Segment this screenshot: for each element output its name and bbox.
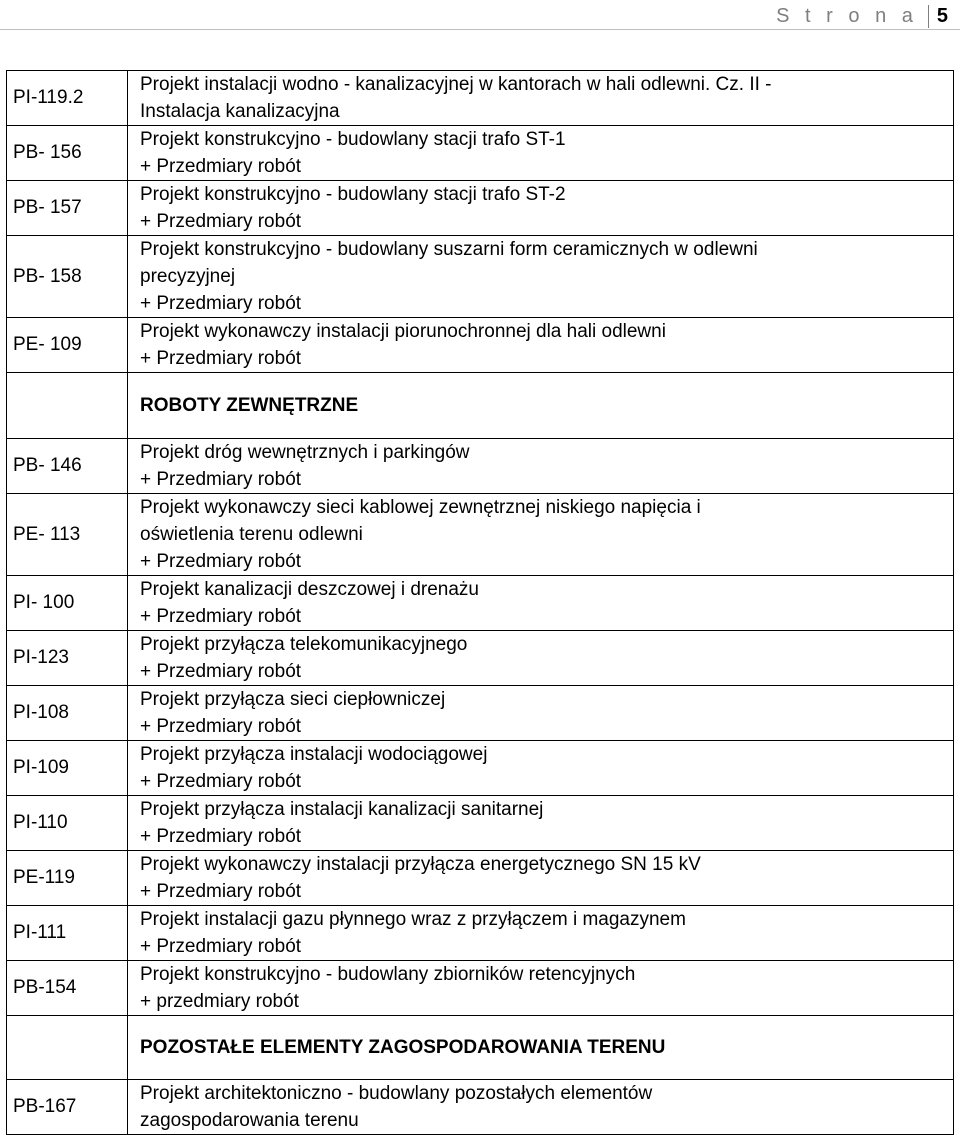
project-description <box>128 906 954 961</box>
page-number: 5 <box>928 5 948 28</box>
bill-of-quantities-line: + Przedmiary robót <box>140 826 302 847</box>
bill-of-quantities-line: + Przedmiary robót <box>140 211 302 232</box>
bill-of-quantities-line: + Przedmiary robót <box>140 606 302 627</box>
project-code: PI-110 <box>7 796 128 851</box>
bill-of-quantities-line: + Przedmiary robót <box>140 293 302 314</box>
project-code: PB- 156 <box>7 126 128 181</box>
project-description <box>128 961 954 1016</box>
description-line: Projekt konstrukcyjno - budowlany suszarni form ceramicznych w odlewni <box>140 239 758 260</box>
table-row <box>7 126 954 181</box>
page-header <box>776 2 948 30</box>
description-line: Projekt dróg wewnętrznych i parkingów <box>140 442 470 463</box>
description-line: Projekt przyłącza instalacji kanalizacji sanitarnej <box>140 799 544 820</box>
bill-of-quantities-line: + Przedmiary robót <box>140 771 302 792</box>
description-line: Projekt instalacji wodno - kanalizacyjnej w kantorach w hali odlewni. Cz. II - <box>140 74 772 95</box>
project-code: PB- 157 <box>7 181 128 236</box>
project-list-table <box>6 70 954 1135</box>
project-code: PE-119 <box>7 851 128 906</box>
bill-of-quantities-line: + Przedmiary robót <box>140 661 302 682</box>
table-row <box>7 318 954 373</box>
table-row <box>7 961 954 1016</box>
table-row <box>7 851 954 906</box>
description-line: Projekt wykonawczy instalacji przyłącza energetycznego SN 15 kV <box>140 854 701 875</box>
project-description <box>128 236 954 318</box>
description-line: Projekt kanalizacji deszczowej i drenażu <box>140 579 479 600</box>
description-line: Projekt konstrukcyjno - budowlany stacji trafo ST-1 <box>140 129 566 150</box>
table-row <box>7 71 954 126</box>
section-header-row <box>7 1016 954 1080</box>
table-row <box>7 741 954 796</box>
project-description <box>128 631 954 686</box>
section-header-code-cell <box>7 373 128 439</box>
project-description <box>128 126 954 181</box>
project-description <box>128 181 954 236</box>
table-row <box>7 796 954 851</box>
project-code: PI-111 <box>7 906 128 961</box>
description-line: Projekt konstrukcyjno - budowlany stacji trafo ST-2 <box>140 184 566 205</box>
project-description <box>128 71 954 126</box>
description-line: Instalacja kanalizacyjna <box>140 101 340 122</box>
section-header-cell <box>128 1016 954 1080</box>
header-rule <box>0 29 960 30</box>
project-code: PB-154 <box>7 961 128 1016</box>
project-description <box>128 576 954 631</box>
section-header-code-cell <box>7 1016 128 1080</box>
description-line: Projekt instalacji gazu płynnego wraz z przyłączem i magazynem <box>140 909 686 930</box>
description-line: Projekt przyłącza telekomunikacyjnego <box>140 634 468 655</box>
project-description <box>128 686 954 741</box>
bill-of-quantities-line: + Przedmiary robót <box>140 716 302 737</box>
description-line: Projekt konstrukcyjno - budowlany zbiorników retencyjnych <box>140 964 636 985</box>
project-description <box>128 439 954 494</box>
project-code: PI-109 <box>7 741 128 796</box>
project-code: PB- 146 <box>7 439 128 494</box>
project-code: PI-119.2 <box>7 71 128 126</box>
description-line: precyzyjnej <box>140 266 236 287</box>
section-header-cell <box>128 373 954 439</box>
table-row <box>7 181 954 236</box>
table-row <box>7 236 954 318</box>
bill-of-quantities-line: + Przedmiary robót <box>140 881 302 902</box>
page-label: S t r o n a <box>776 4 918 27</box>
project-list-body <box>7 71 954 1135</box>
description-line: zagospodarowania terenu <box>140 1110 359 1131</box>
table-row <box>7 906 954 961</box>
table-row <box>7 439 954 494</box>
description-line: Projekt wykonawczy sieci kablowej zewnętrznej niskiego napięcia i <box>140 497 701 518</box>
bill-of-quantities-line: + Przedmiary robót <box>140 348 302 369</box>
description-line: Projekt przyłącza sieci ciepłowniczej <box>140 689 446 710</box>
bill-of-quantities-line: + Przedmiary robót <box>140 936 302 957</box>
project-description <box>128 741 954 796</box>
project-code: PI-108 <box>7 686 128 741</box>
section-title: ROBOTY ZEWNĘTRZNE <box>140 394 359 416</box>
table-row <box>7 686 954 741</box>
section-title: POZOSTAŁE ELEMENTY ZAGOSPODAROWANIA TERENU <box>140 1036 666 1058</box>
project-code: PI-123 <box>7 631 128 686</box>
project-code: PB- 158 <box>7 236 128 318</box>
section-header-row <box>7 373 954 439</box>
project-code: PI- 100 <box>7 576 128 631</box>
table-row <box>7 1080 954 1135</box>
table-row <box>7 494 954 576</box>
project-description <box>128 318 954 373</box>
description-line: oświetlenia terenu odlewni <box>140 524 363 545</box>
description-line: Projekt przyłącza instalacji wodociągowej <box>140 744 488 765</box>
project-description <box>128 1080 954 1135</box>
description-line: Projekt architektoniczno - budowlany pozostałych elementów <box>140 1083 653 1104</box>
description-line: Projekt wykonawczy instalacji piorunochronnej dla hali odlewni <box>140 321 666 342</box>
bill-of-quantities-line: + Przedmiary robót <box>140 469 302 490</box>
project-code: PE- 113 <box>7 494 128 576</box>
project-description <box>128 796 954 851</box>
project-description <box>128 494 954 576</box>
project-description <box>128 851 954 906</box>
table-row <box>7 631 954 686</box>
bill-of-quantities-line: + Przedmiary robót <box>140 551 302 572</box>
project-code: PB-167 <box>7 1080 128 1135</box>
table-row <box>7 576 954 631</box>
project-code: PE- 109 <box>7 318 128 373</box>
bill-of-quantities-line: + przedmiary robót <box>140 991 299 1012</box>
bill-of-quantities-line: + Przedmiary robót <box>140 156 302 177</box>
